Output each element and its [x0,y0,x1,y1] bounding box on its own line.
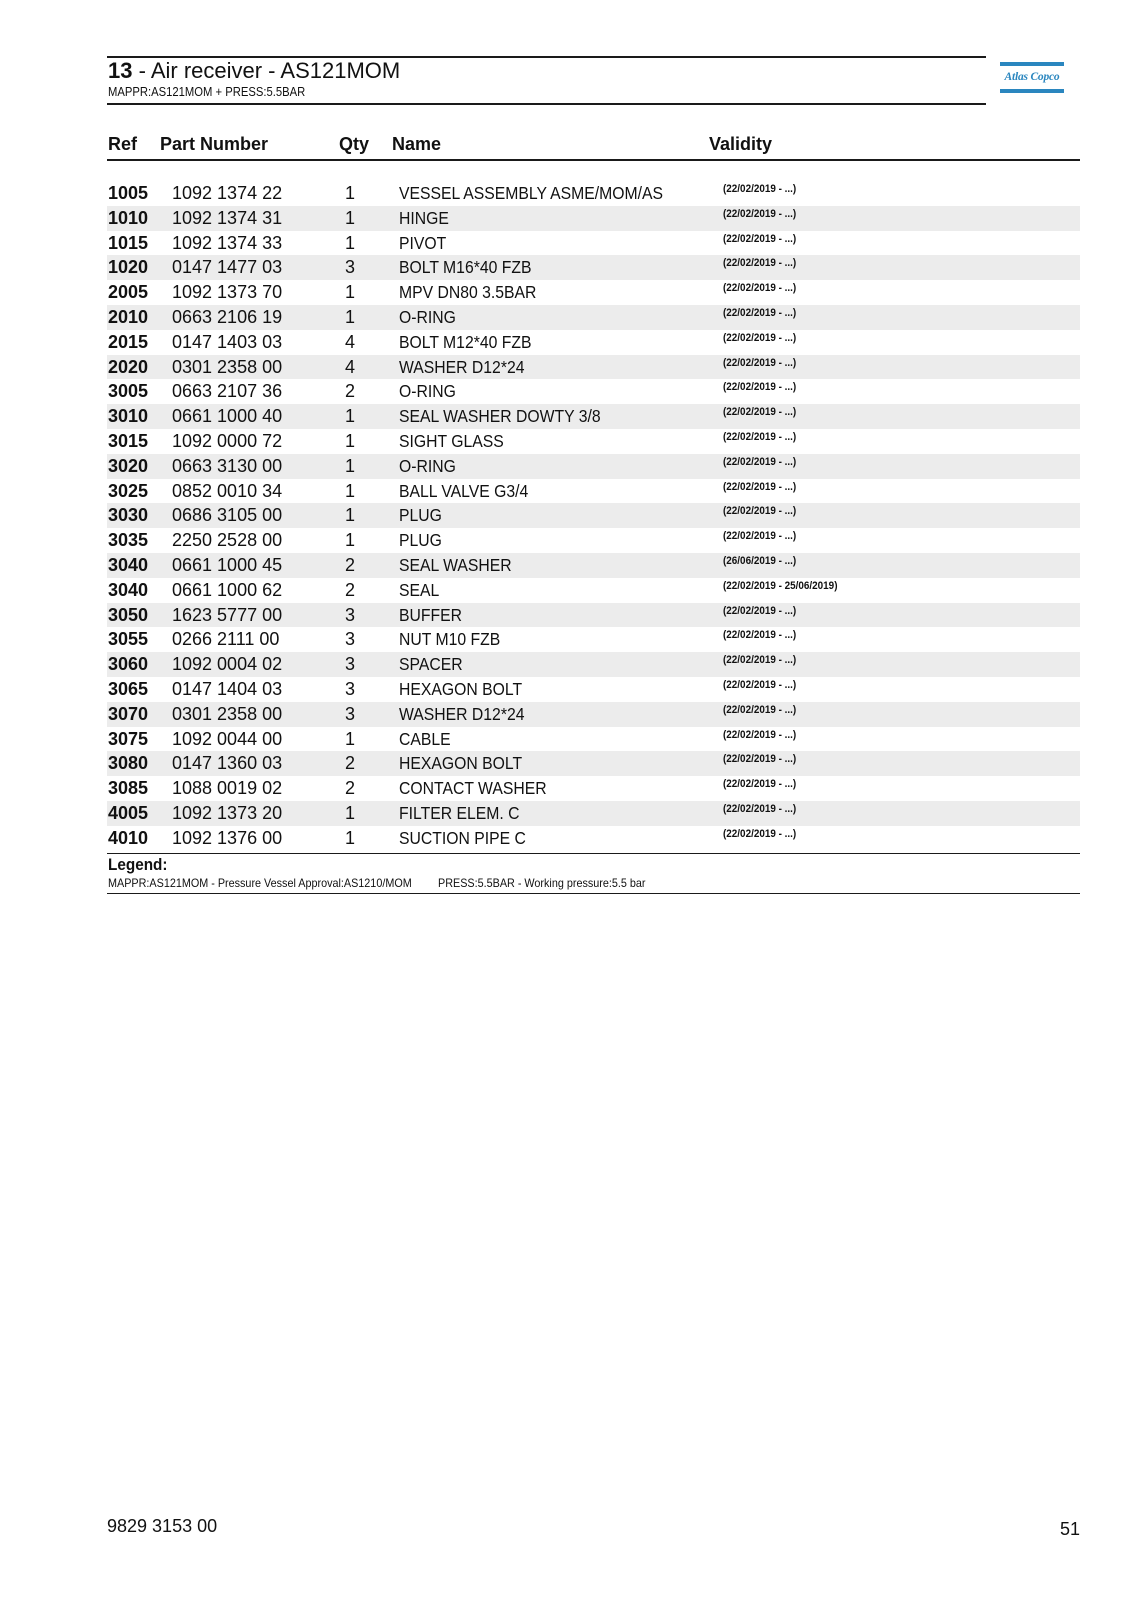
name-cell: CONTACT WASHER [399,778,547,799]
qty-cell: 3 [345,629,356,650]
qty-cell: 1 [345,728,356,749]
ref-cell: 4010 [108,827,149,848]
name-cell: SPACER [399,654,463,675]
part-number-cell: 1092 0044 00 [172,728,283,749]
validity-cell: (22/02/2019 - ...) [723,356,797,369]
part-number-cell: 1092 1374 31 [172,207,283,228]
ref-cell: 2010 [108,306,149,327]
name-cell: PLUG [399,505,442,526]
part-number-cell: 1092 1374 22 [172,183,283,203]
table-row [107,404,1080,429]
section-title: - Air receiver - AS121MOM [132,58,401,83]
name-cell: O-RING [399,381,456,402]
logo-bar-bottom [1000,89,1064,93]
part-number-cell: 0663 3130 00 [172,455,283,476]
parts-table [107,181,1080,851]
validity-cell: (22/02/2019 - ...) [723,654,797,667]
name-cell: BALL VALVE G3/4 [399,480,529,501]
qty-cell: 3 [345,654,356,675]
part-number-cell: 0852 0010 34 [172,480,283,501]
qty-cell: 1 [345,530,356,551]
table-row [107,305,1080,330]
qty-cell: 1 [345,282,356,303]
name-cell: PIVOT [399,232,447,253]
validity-cell: (22/02/2019 - ...) [723,505,797,518]
qty-cell: 1 [345,455,356,476]
legend-item: MAPPR:AS121MOM - Pressure Vessel Approval:AS1210/MOM [108,876,412,890]
validity-cell: (22/02/2019 - ...) [723,257,797,270]
column-header-validity: Validity [709,134,773,154]
table-row [107,578,1080,603]
legend-item: PRESS:5.5BAR - Working pressure:5.5 bar [438,876,646,890]
validity-cell: (22/02/2019 - ...) [723,430,797,443]
name-cell: NUT M10 FZB [399,629,501,650]
validity-cell: (26/06/2019 - ...) [723,554,797,567]
ref-cell: 2005 [108,282,149,303]
qty-cell: 3 [345,257,356,278]
validity-cell: (22/02/2019 - ...) [723,406,797,419]
name-cell: SUCTION PIPE C [399,827,526,848]
part-number-cell: 0663 2107 36 [172,381,283,402]
name-cell: FILTER ELEM. C [399,802,520,823]
qty-cell: 1 [345,406,356,427]
part-number-cell: 1092 1376 00 [172,827,283,848]
qty-cell: 1 [345,232,356,253]
qty-cell: 2 [345,778,356,799]
qty-cell: 1 [345,480,356,501]
part-number-cell: 1623 5777 00 [172,604,283,625]
part-number-cell: 0301 2358 00 [172,356,283,377]
table-row [107,677,1080,702]
validity-cell: (22/02/2019 - ...) [723,381,797,394]
table-row [107,751,1080,776]
table-row [107,330,1080,355]
qty-cell: 1 [345,430,356,451]
table-row [107,206,1080,231]
ref-cell: 3070 [108,703,149,724]
part-number-cell: 0661 1000 40 [172,406,283,427]
part-number-cell: 0147 1404 03 [172,678,283,699]
part-number-cell: 0266 2111 00 [172,629,280,650]
name-cell: PLUG [399,530,442,551]
ref-cell: 3085 [108,778,149,799]
table-row [107,801,1080,826]
part-number-cell: 0301 2358 00 [172,703,283,724]
qty-cell: 4 [345,356,356,377]
validity-cell: (22/02/2019 - ...) [723,802,797,815]
validity-cell: (22/02/2019 - 25/06/2019) [723,579,838,592]
ref-cell: 3020 [108,455,149,476]
ref-cell: 3060 [108,654,149,675]
name-cell: SEAL WASHER DOWTY 3/8 [399,406,601,427]
name-cell: HEXAGON BOLT [399,678,523,699]
ref-cell: 3065 [108,678,149,699]
part-number-cell: 0661 1000 62 [172,579,283,600]
name-cell: SIGHT GLASS [399,430,504,451]
qty-cell: 1 [345,207,356,228]
validity-cell: (22/02/2019 - ...) [723,455,797,468]
qty-cell: 1 [345,505,356,526]
legend-title: Legend: [108,855,168,874]
validity-cell: (22/02/2019 - ...) [723,530,797,543]
part-number-cell: 0663 2106 19 [172,306,283,327]
ref-cell: 1005 [108,183,149,203]
name-cell: O-RING [399,455,456,476]
name-cell: VESSEL ASSEMBLY ASME/MOM/AS [399,183,664,203]
table-row [107,603,1080,628]
table-row [107,702,1080,727]
logo-bar-top [1000,62,1064,66]
table-row [107,727,1080,752]
qty-cell: 1 [345,183,356,203]
part-number-cell: 0147 1360 03 [172,753,283,774]
qty-cell: 1 [345,827,356,848]
table-row [107,454,1080,479]
name-cell: WASHER D12*24 [399,703,525,724]
name-cell: WASHER D12*24 [399,356,525,377]
ref-cell: 3015 [108,430,149,451]
ref-cell: 3010 [108,406,149,427]
qty-cell: 2 [345,579,356,600]
table-row [107,627,1080,652]
part-number-cell: 2250 2528 00 [172,530,283,551]
ref-cell: 1020 [108,257,149,278]
validity-cell: (22/02/2019 - ...) [723,604,797,617]
qty-cell: 3 [345,678,356,699]
part-number-cell: 1092 1373 70 [172,282,283,303]
name-cell: BOLT M12*40 FZB [399,331,532,352]
ref-cell: 3035 [108,530,149,551]
qty-cell: 3 [345,604,356,625]
qty-cell: 1 [345,306,356,327]
name-cell: O-RING [399,306,456,327]
table-row [107,280,1080,305]
qty-cell: 2 [345,753,356,774]
ref-cell: 2015 [108,331,149,352]
ref-cell: 3025 [108,480,149,501]
table-row [107,181,1080,206]
ref-cell: 3030 [108,505,149,526]
table-row [107,553,1080,578]
page-header [107,56,986,105]
validity-cell: (22/02/2019 - ...) [723,678,797,691]
table-row [107,776,1080,801]
name-cell: SEAL [399,579,440,600]
validity-cell: (22/02/2019 - ...) [723,827,797,840]
part-number-cell: 0686 3105 00 [172,505,283,526]
ref-cell: 3080 [108,753,149,774]
validity-cell: (22/02/2019 - ...) [723,703,797,716]
part-number-cell: 1088 0019 02 [172,778,283,799]
validity-cell: (22/02/2019 - ...) [723,232,797,245]
page-title [108,58,400,84]
column-header-name: Name [392,134,442,154]
table-row [107,379,1080,404]
table-row [107,355,1080,380]
validity-cell: (22/02/2019 - ...) [723,282,797,295]
table-row [107,429,1080,454]
table-row [107,503,1080,528]
document-number: 9829 3153 00 [107,1516,218,1536]
qty-cell: 3 [345,703,356,724]
validity-cell: (22/02/2019 - ...) [723,331,797,344]
ref-cell: 4005 [108,802,149,823]
page-subtitle: MAPPR:AS121MOM + PRESS:5.5BAR [108,85,306,99]
validity-cell: (22/02/2019 - ...) [723,629,797,642]
name-cell: BOLT M16*40 FZB [399,257,532,278]
logo-text: Atlas Copco [1004,71,1060,83]
table-row [107,826,1080,851]
column-header-qty: Qty [339,134,370,154]
table-row [107,255,1080,280]
qty-cell: 4 [345,331,356,352]
ref-cell: 3005 [108,381,149,402]
validity-cell: (22/02/2019 - ...) [723,207,797,220]
qty-cell: 2 [345,554,356,575]
name-cell: HEXAGON BOLT [399,753,523,774]
qty-cell: 2 [345,381,356,402]
ref-cell: 3040 [108,579,149,600]
validity-cell: (22/02/2019 - ...) [723,480,797,493]
legend [107,853,1080,894]
part-number-cell: 1092 1373 20 [172,802,283,823]
part-number-cell: 0661 1000 45 [172,554,283,575]
table-row [107,231,1080,256]
ref-cell: 3075 [108,728,149,749]
name-cell: BUFFER [399,604,462,625]
part-number-cell: 1092 0004 02 [172,654,283,675]
part-number-cell: 0147 1477 03 [172,257,283,278]
part-number-cell: 1092 0000 72 [172,430,283,451]
validity-cell: (22/02/2019 - ...) [723,183,797,195]
ref-cell: 3040 [108,554,149,575]
ref-cell: 3055 [108,629,149,650]
column-header-ref: Ref [108,134,138,154]
table-row [107,652,1080,677]
table-row [107,479,1080,504]
ref-cell: 1010 [108,207,149,228]
table-header [107,132,1080,161]
page-number: 51 [1059,1519,1080,1539]
validity-cell: (22/02/2019 - ...) [723,753,797,766]
brand-logo [1000,62,1064,94]
ref-cell: 2020 [108,356,149,377]
ref-cell: 3050 [108,604,149,625]
name-cell: CABLE [399,728,451,749]
validity-cell: (22/02/2019 - ...) [723,728,797,741]
table-row [107,528,1080,553]
validity-cell: (22/02/2019 - ...) [723,306,797,319]
part-number-cell: 1092 1374 33 [172,232,283,253]
name-cell: SEAL WASHER [399,554,512,575]
ref-cell: 1015 [108,232,149,253]
name-cell: MPV DN80 3.5BAR [399,282,537,303]
section-number: 13 [108,58,133,83]
name-cell: HINGE [399,207,449,228]
part-number-cell: 0147 1403 03 [172,331,283,352]
qty-cell: 1 [345,802,356,823]
validity-cell: (22/02/2019 - ...) [723,778,797,791]
column-header-part-number: Part Number [160,134,269,154]
